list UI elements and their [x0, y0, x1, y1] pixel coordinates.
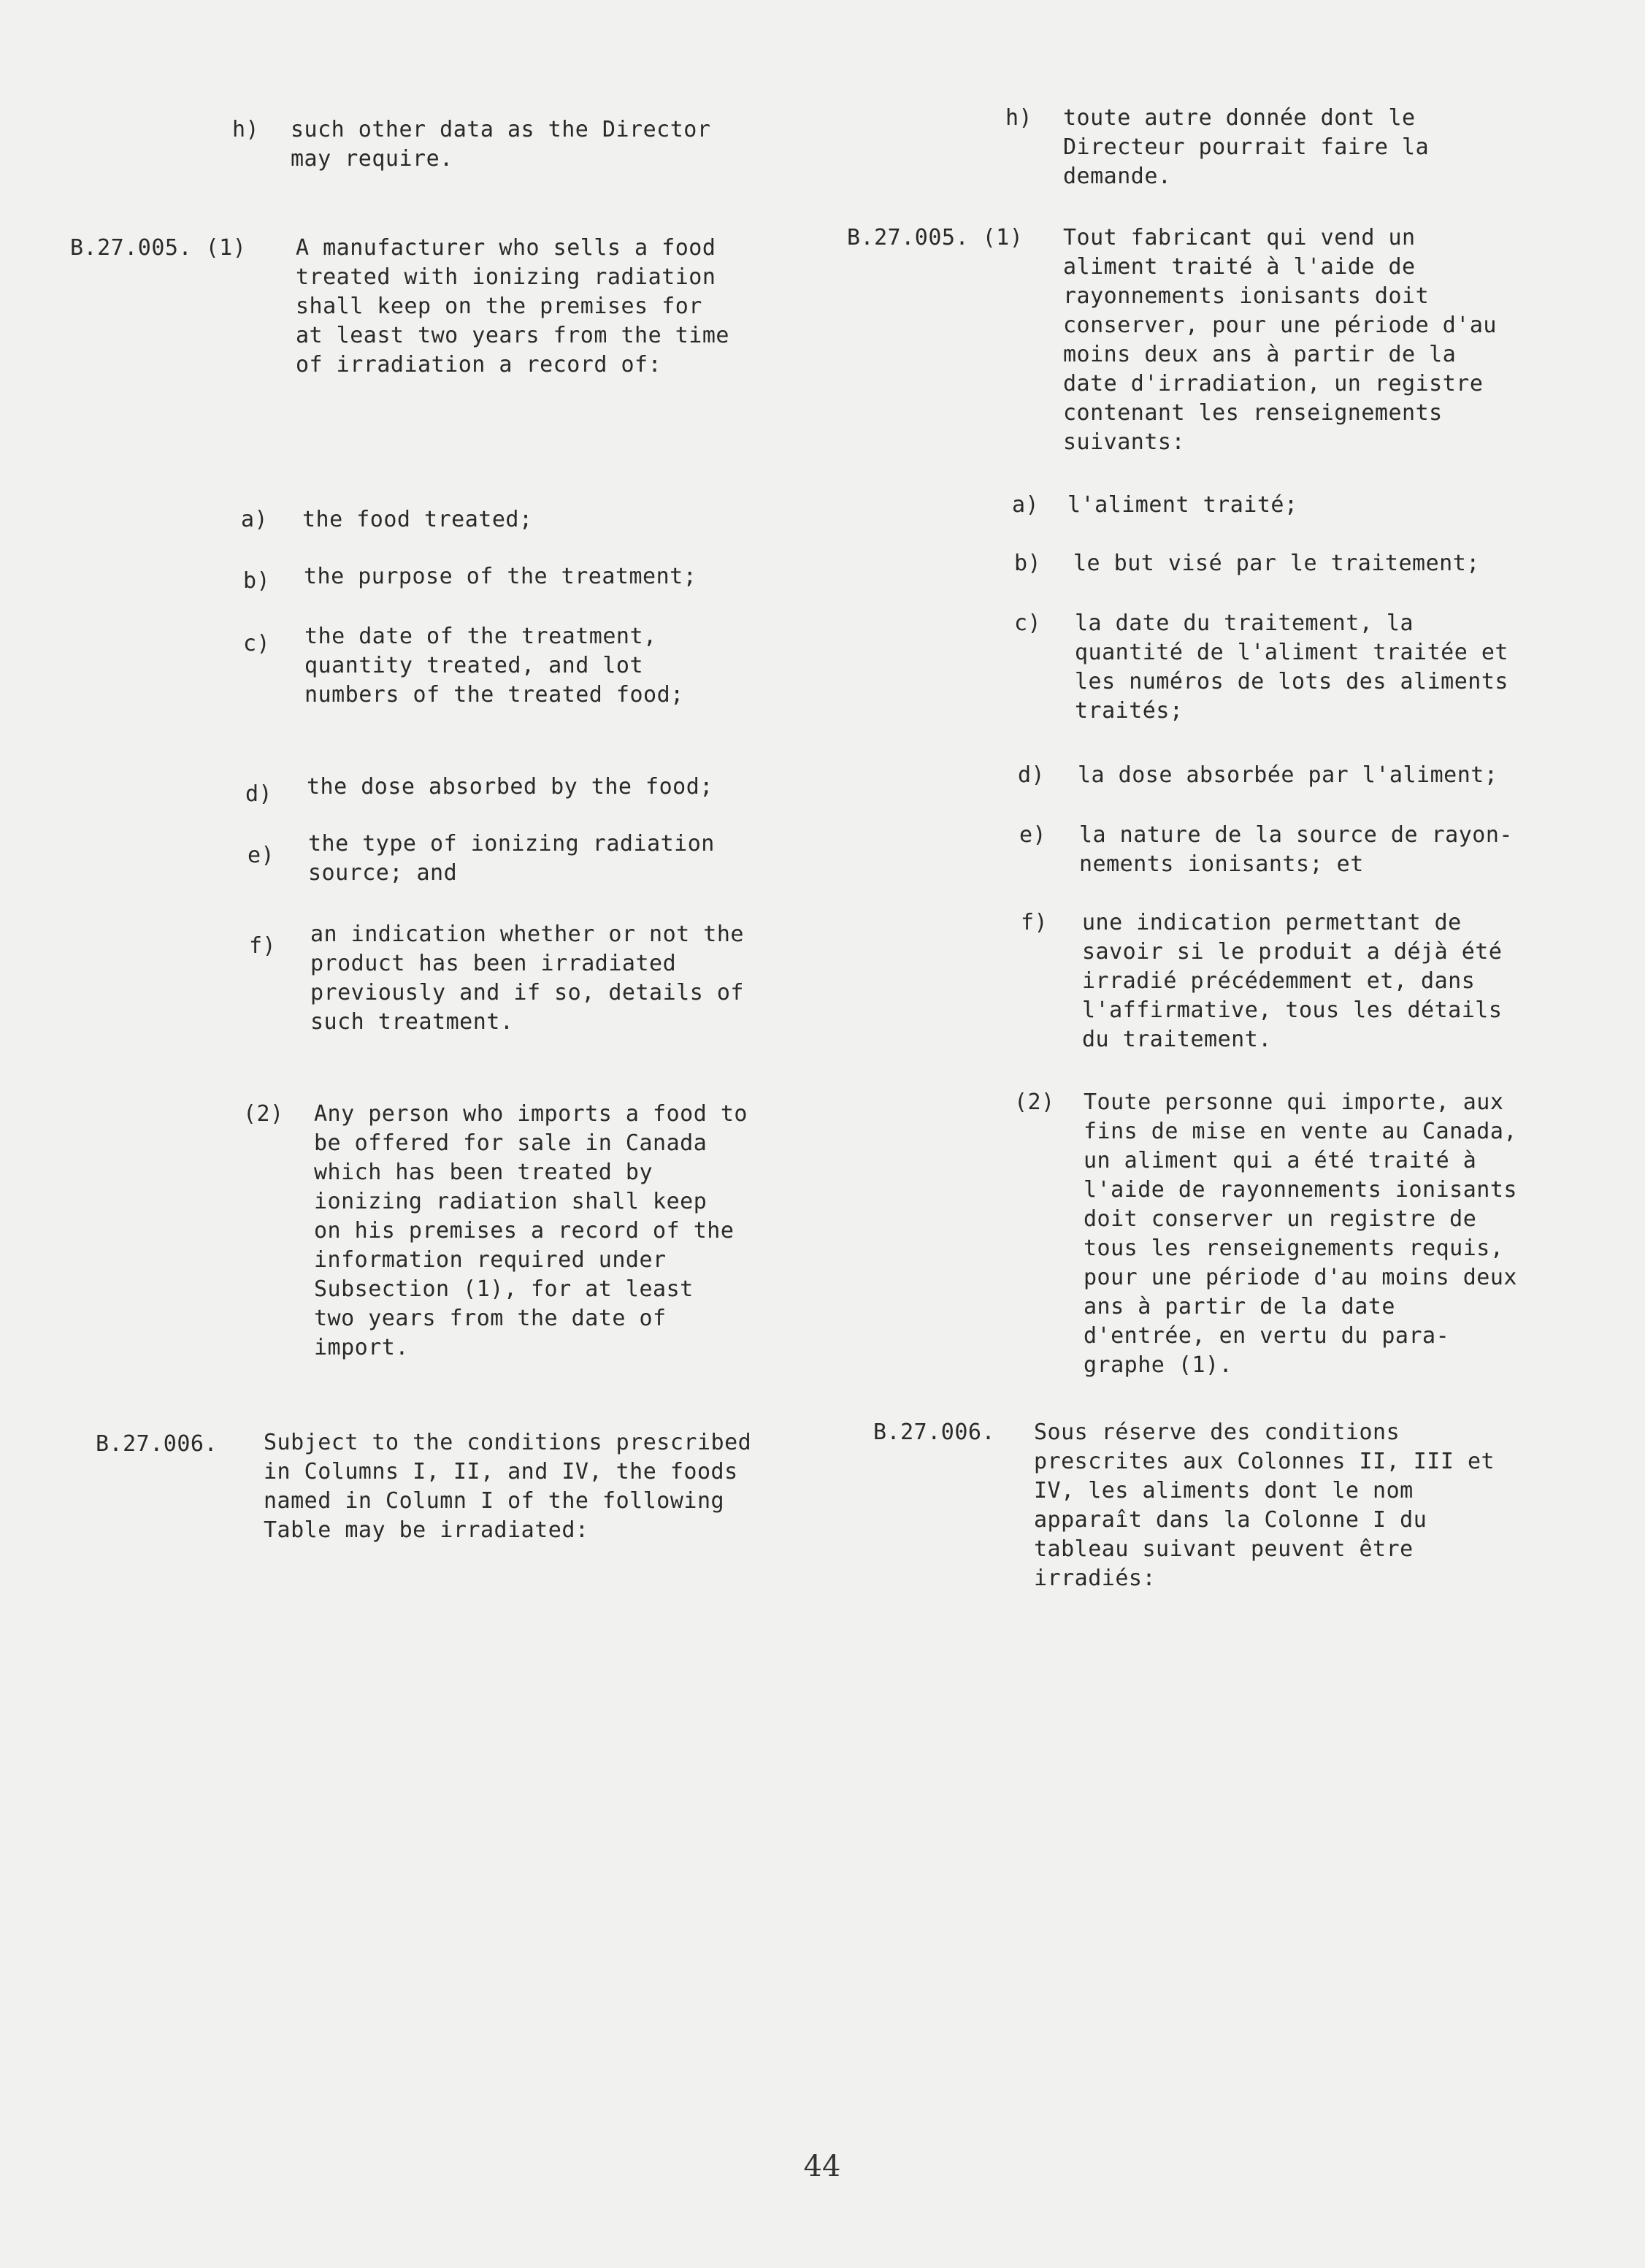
left-item-h-label: h) — [232, 117, 260, 142]
left-section-006-number: B.27.006. — [96, 1431, 218, 1457]
left-item-h-text: such other data as the Director may require. — [291, 117, 711, 172]
left-item-d-text: the dose absorbed by the food; — [307, 774, 713, 800]
right-item-c-label: c) — [1014, 610, 1042, 636]
right-item-e-label: e) — [1019, 822, 1047, 848]
left-section-005-2-number: (2) — [243, 1101, 284, 1127]
left-item-c-label: c) — [243, 631, 271, 656]
right-section-006-number: B.27.006. — [873, 1420, 996, 1445]
right-item-f-text: une indication permettant de savoir si le produit a déjà été irradié précédemment et, dans l'affirmative, tous les détails du traitement. — [1082, 910, 1503, 1052]
right-item-f-label: f) — [1021, 910, 1048, 935]
left-item-c-text: the date of the treatment, quantity treated, and lot numbers of the treated food; — [304, 624, 684, 708]
right-section-005-1-text: Tout fabricant qui vend un aliment traité à l'aide de rayonnements ionisants doit conserver, pour une période d'au moins deux ans à partir de la date d'irradiation, un registre contenant les renseignements suivants: — [1063, 225, 1497, 455]
right-item-h-label: h) — [1005, 105, 1033, 131]
left-item-e-label: e) — [248, 843, 275, 868]
left-item-f-text: an indication whether or not the product has been irradiated previously and if so, details of such treatment. — [310, 922, 744, 1035]
page-number: 44 — [803, 2150, 841, 2183]
right-item-d-label: d) — [1018, 762, 1046, 788]
right-section-005-2-number: (2) — [1014, 1089, 1055, 1115]
left-section-005-1-text: A manufacturer who sells a food treated with ionizing radiation shall keep on the premises for at least two years from the time of irradiation a record of: — [296, 235, 729, 378]
right-item-b-label: b) — [1014, 551, 1042, 576]
left-item-d-label: d) — [245, 781, 273, 807]
left-item-b-label: b) — [243, 568, 271, 594]
left-item-b-text: the purpose of the treatment; — [304, 564, 697, 589]
right-section-005-2-text: Toute personne qui importe, aux fins de mise en vente au Canada, un aliment qui a été traité à l'aide de rayonnements ionisants doit conserver un registre de tous les renseignements requis, pour une période d'au moins deux ans à partir de la date d'entrée, en vertu du para- graphe (1). — [1084, 1089, 1517, 1378]
left-item-e-text: the type of ionizing radiation source; and — [308, 831, 715, 886]
left-item-a-label: a) — [241, 507, 269, 532]
right-item-a-label: a) — [1012, 492, 1040, 518]
right-item-d-text: la dose absorbée par l'aliment; — [1078, 762, 1498, 788]
left-section-006-text: Subject to the conditions prescribed in Columns I, II, and IV, the foods named in Column I of the following Table may be irradiated: — [264, 1430, 752, 1543]
right-item-a-text: l'aliment traité; — [1067, 492, 1298, 518]
left-item-a-text: the food treated; — [302, 507, 533, 532]
right-item-b-text: le but visé par le traitement; — [1073, 551, 1480, 576]
right-section-005-1-number: B.27.005. (1) — [847, 225, 1024, 250]
right-item-h-text: toute autre donnée dont le Directeur pourrait faire la demande. — [1063, 105, 1430, 189]
left-item-f-label: f) — [249, 933, 277, 959]
left-section-005-2-text: Any person who imports a food to be offered for sale in Canada which has been treated by ionizing radiation shall keep on his premises a record of the information required under Subsection (1), for at least two years from the date of import. — [314, 1101, 748, 1360]
left-section-005-1-number: B.27.005. (1) — [70, 235, 247, 261]
right-section-006-text: Sous réserve des conditions prescrites aux Colonnes II, III et IV, les aliments dont le nom apparaît dans la Colonne I du tableau suivant peuvent être irradiés: — [1034, 1420, 1495, 1591]
right-item-c-text: la date du traitement, la quantité de l'aliment traitée et les numéros de lots des aliments traités; — [1075, 610, 1508, 724]
right-item-e-text: la nature de la source de rayon- nements ionisants; et — [1079, 822, 1513, 877]
